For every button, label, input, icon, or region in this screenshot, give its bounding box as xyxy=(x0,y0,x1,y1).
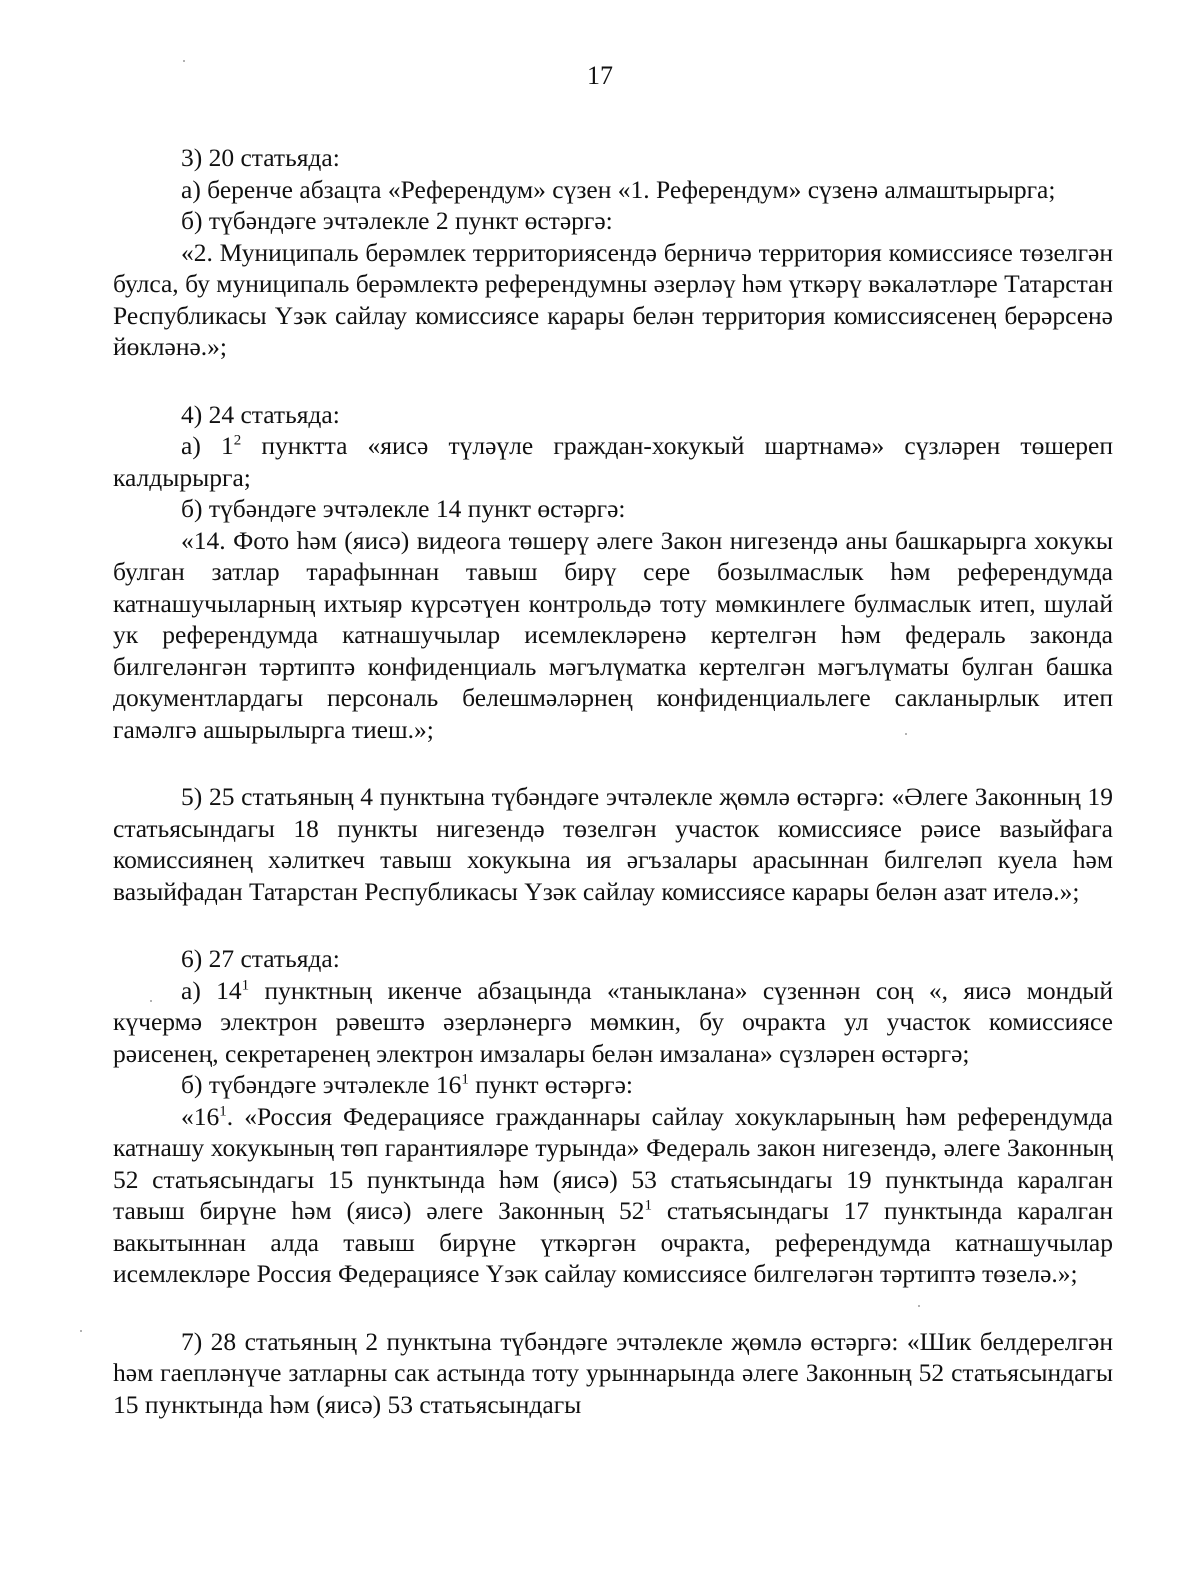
superscript: 1 xyxy=(644,1197,652,1214)
section-6-item-a-start: а) 14 xyxy=(181,975,242,1005)
section-6-item-b xyxy=(113,1069,1113,1101)
section-5-text: 5) 25 статьяның 4 пунктына түбәндәге эчтәлекле җөмлә өстәргә: «Әлеге Законның 19 статьясындагы 18 пункты нигезендә төзелгән участок комиссиясе рәисе вазыйфага комиссиянең хәлиткеч тавыш хокукына ия әгъзалары арасыннан билгеләп куела һәм вазыйфадан Татарстан Республикасы Үзәк сайлау комиссиясе карары белән азат ителә.»; xyxy=(113,782,1113,906)
section-6-item-b-start: б) түбәндәге эчтәлекле 16 xyxy=(181,1070,462,1099)
scan-speck xyxy=(150,1000,152,1002)
paragraph-gap xyxy=(113,1290,1113,1326)
document-body xyxy=(113,142,1113,1420)
section-3-quoted-text: «2. Муниципаль берәмлек территориясендә берничә территория комиссиясе төзелгән булса, бу муниципаль берәмлектә референдумны әзерләү һәм үткәрү вәкаләтләре Татарстан Республикасы Үзәк сайлау комиссиясе карары белән территория комиссиясенең берәрсенә йөкләнә.»; xyxy=(113,237,1113,361)
section-6-item-a xyxy=(113,975,1113,1070)
section-6 xyxy=(113,943,1113,1290)
section-6-quoted-end: статьясындагы 17 пунктында каралган вакытыннан алда тавыш бирүне үткәргән очракта, референдумда катнашучылар исемлекләре Россия Федерациясе Үзәк сайлау комиссиясе билгеләгән тәртиптә төзелә.»; xyxy=(113,1196,1113,1288)
superscript: 1 xyxy=(219,1103,227,1119)
section-4-heading: 4) 24 статьяда: xyxy=(181,399,340,429)
section-3-heading: 3) 20 статьяда: xyxy=(181,143,340,172)
superscript: 1 xyxy=(241,977,250,993)
section-6-item-a-rest: пунктның икенче абзацында «таныклана» сүзеннән соң «, яисә мондый күчермә электрон рәвештә әзерләнергә мөмкин, бу очракта ул участок комиссиясе рәисенең, секретаренең электрон имзалары белән имзалана» сүзләрен өстәргә; xyxy=(113,975,1113,1068)
scan-speck xyxy=(918,1305,920,1307)
superscript: 2 xyxy=(233,432,242,449)
superscript: 1 xyxy=(461,1071,469,1088)
section-3-item-b: б) түбәндәге эчтәлекле 2 пункт өстәргә: xyxy=(181,206,613,235)
paragraph-gap xyxy=(113,745,1113,781)
scan-speck xyxy=(183,60,185,62)
section-4-item-a-start: а) 1 xyxy=(181,431,234,460)
section-4-quoted-text: «14. Фото һәм (яисә) видеога төшерү әлеге Закон нигезендә аны башкарырга хокукы булган затлар тарафыннан тавыш бирү сере бозылмаслык һәм референдумда катнашучыларның ихтыяр күрсәтүен контрольдә тоту мөмкинлеге булмаслык итеп, шулай ук референдумда катнашучылар исемлекләренә кертелгән һәм федераль законда билгеләнгән тәртиптә конфиденциаль мәгълүматка кертелгән мәгълүматы булган башка документлардагы персональ белешмәләрнең конфиденциальлеге сакланырлык итеп гамәлгә ашырылырга тиеш.»; xyxy=(113,525,1113,744)
page-number: 17 xyxy=(587,61,613,90)
section-5 xyxy=(113,781,1113,907)
section-4-item-a-rest: пунктта «яисә түләүле граждан-хокукый шартнамә» сүзләрен төшереп калдырырга; xyxy=(113,431,1113,492)
section-6-quoted-start: «16 xyxy=(181,1101,220,1131)
section-3 xyxy=(113,142,1113,363)
section-6-heading: 6) 27 статьяда: xyxy=(181,944,340,973)
paragraph-gap xyxy=(113,363,1113,399)
section-6-quoted-middle: . «Россия Федерациясе гражданнары сайлау хокукларының һәм референдумда катнашу хокукының төп гарантияләре турында» Федераль закон нигезендә, әлеге Законның 52 статьясындагы 15 пунктында һәм (яисә) 53 статьясындагы 19 пунктында каралган тавыш бирүне һәм (яисә) әлеге Законның 52 xyxy=(113,1101,1113,1225)
section-6-item-b-rest: пункт өстәргә: xyxy=(468,1070,634,1099)
scan-speck xyxy=(80,1330,82,1332)
section-4-item-a xyxy=(113,430,1113,493)
scan-speck xyxy=(905,733,907,735)
paragraph-gap xyxy=(113,907,1113,943)
section-4-item-b: б) түбәндәге эчтәлекле 14 пункт өстәргә: xyxy=(181,494,626,523)
section-7-text: 7) 28 статьяның 2 пунктына түбәндәге эчтәлекле җөмлә өстәргә: «Шик белдерелгән һәм гаепләнүче затларны сак астында тоту урыннарында әлеге Законның 52 статьясындагы 15 пунктында һәм (яисә) 53 статьясындагы xyxy=(113,1326,1113,1419)
section-6-quoted-text xyxy=(113,1101,1113,1290)
section-7 xyxy=(113,1326,1113,1421)
section-3-item-a: а) беренче абзацта «Референдум» сүзен «1. Референдум» сүзенә алмаштырырга; xyxy=(181,174,1056,204)
section-4 xyxy=(113,399,1113,746)
